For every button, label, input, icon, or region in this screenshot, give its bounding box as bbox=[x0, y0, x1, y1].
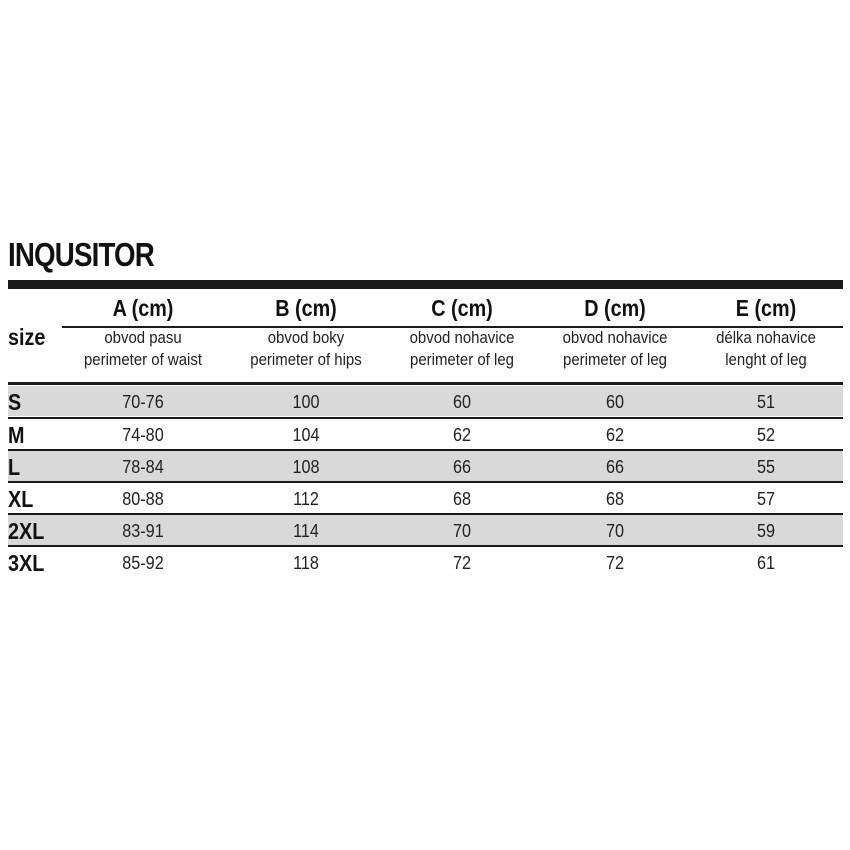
row-size-label: XL bbox=[8, 486, 34, 512]
cell-d: 72 bbox=[605, 553, 625, 573]
cell-c: 68 bbox=[452, 489, 472, 509]
cell-e: 51 bbox=[756, 392, 776, 412]
cell-b: 104 bbox=[292, 425, 320, 445]
row-size-label: S bbox=[8, 389, 22, 415]
cell-d: 70 bbox=[605, 521, 625, 541]
cell-c: 66 bbox=[452, 457, 472, 477]
cell-c: 70 bbox=[452, 521, 472, 541]
cell-a: 80-88 bbox=[122, 489, 164, 509]
cell-d: 68 bbox=[605, 489, 625, 509]
header-rule bbox=[8, 382, 843, 385]
cell-a: 78-84 bbox=[122, 457, 164, 477]
column-letter: A (cm) bbox=[112, 295, 174, 321]
size-column-label: size bbox=[8, 324, 46, 350]
cell-e: 55 bbox=[756, 457, 776, 477]
cell-b: 108 bbox=[292, 457, 320, 477]
cell-e: 52 bbox=[756, 425, 776, 445]
column-sub-cz: obvod boky bbox=[267, 328, 345, 347]
cell-e: 59 bbox=[756, 521, 776, 541]
chart-title: INQUSITOR bbox=[8, 236, 154, 273]
row-size-label: 3XL bbox=[8, 550, 45, 576]
column-letter: D (cm) bbox=[584, 295, 646, 321]
table-row bbox=[8, 515, 843, 545]
table-row bbox=[8, 451, 843, 481]
table-row bbox=[8, 419, 843, 449]
column-sub-cz: obvod pasu bbox=[104, 328, 182, 347]
column-sub-en: perimeter of leg bbox=[563, 350, 667, 369]
table-row bbox=[8, 547, 843, 577]
row-size-label: 2XL bbox=[8, 518, 45, 544]
cell-e: 57 bbox=[756, 489, 776, 509]
header-sub-rule bbox=[62, 326, 843, 328]
column-sub-cz: obvod nohavice bbox=[562, 328, 668, 347]
cell-a: 83-91 bbox=[122, 521, 164, 541]
row-size-label: L bbox=[8, 454, 21, 480]
column-header-a bbox=[65, 289, 221, 371]
column-sub-cz: obvod nohavice bbox=[409, 328, 515, 347]
cell-a: 85-92 bbox=[122, 553, 164, 573]
column-letter: E (cm) bbox=[735, 295, 797, 321]
cell-a: 74-80 bbox=[122, 425, 164, 445]
row-size-label: M bbox=[8, 422, 25, 448]
cell-c: 62 bbox=[452, 425, 472, 445]
column-letter: C (cm) bbox=[431, 295, 493, 321]
column-sub-en: perimeter of hips bbox=[250, 350, 362, 369]
table-row bbox=[8, 386, 843, 416]
table-row bbox=[8, 483, 843, 513]
cell-b: 100 bbox=[292, 392, 320, 412]
column-header-e bbox=[688, 289, 844, 371]
column-letter: B (cm) bbox=[275, 295, 337, 321]
column-header-b bbox=[228, 289, 384, 371]
cell-c: 72 bbox=[452, 553, 472, 573]
cell-a: 70-76 bbox=[122, 392, 164, 412]
column-header-d bbox=[537, 289, 693, 371]
column-header-c bbox=[384, 289, 540, 371]
cell-d: 60 bbox=[605, 392, 625, 412]
column-sub-en: perimeter of leg bbox=[410, 350, 514, 369]
cell-b: 114 bbox=[293, 521, 319, 541]
column-sub-en: lenght of leg bbox=[725, 350, 807, 369]
cell-d: 66 bbox=[605, 457, 625, 477]
cell-b: 118 bbox=[293, 553, 319, 573]
cell-b: 112 bbox=[293, 489, 319, 509]
cell-c: 60 bbox=[452, 392, 472, 412]
cell-d: 62 bbox=[605, 425, 625, 445]
column-sub-cz: délka nohavice bbox=[716, 328, 816, 347]
cell-e: 61 bbox=[756, 553, 776, 573]
column-sub-en: perimeter of waist bbox=[83, 350, 203, 369]
top-rule bbox=[8, 280, 843, 289]
